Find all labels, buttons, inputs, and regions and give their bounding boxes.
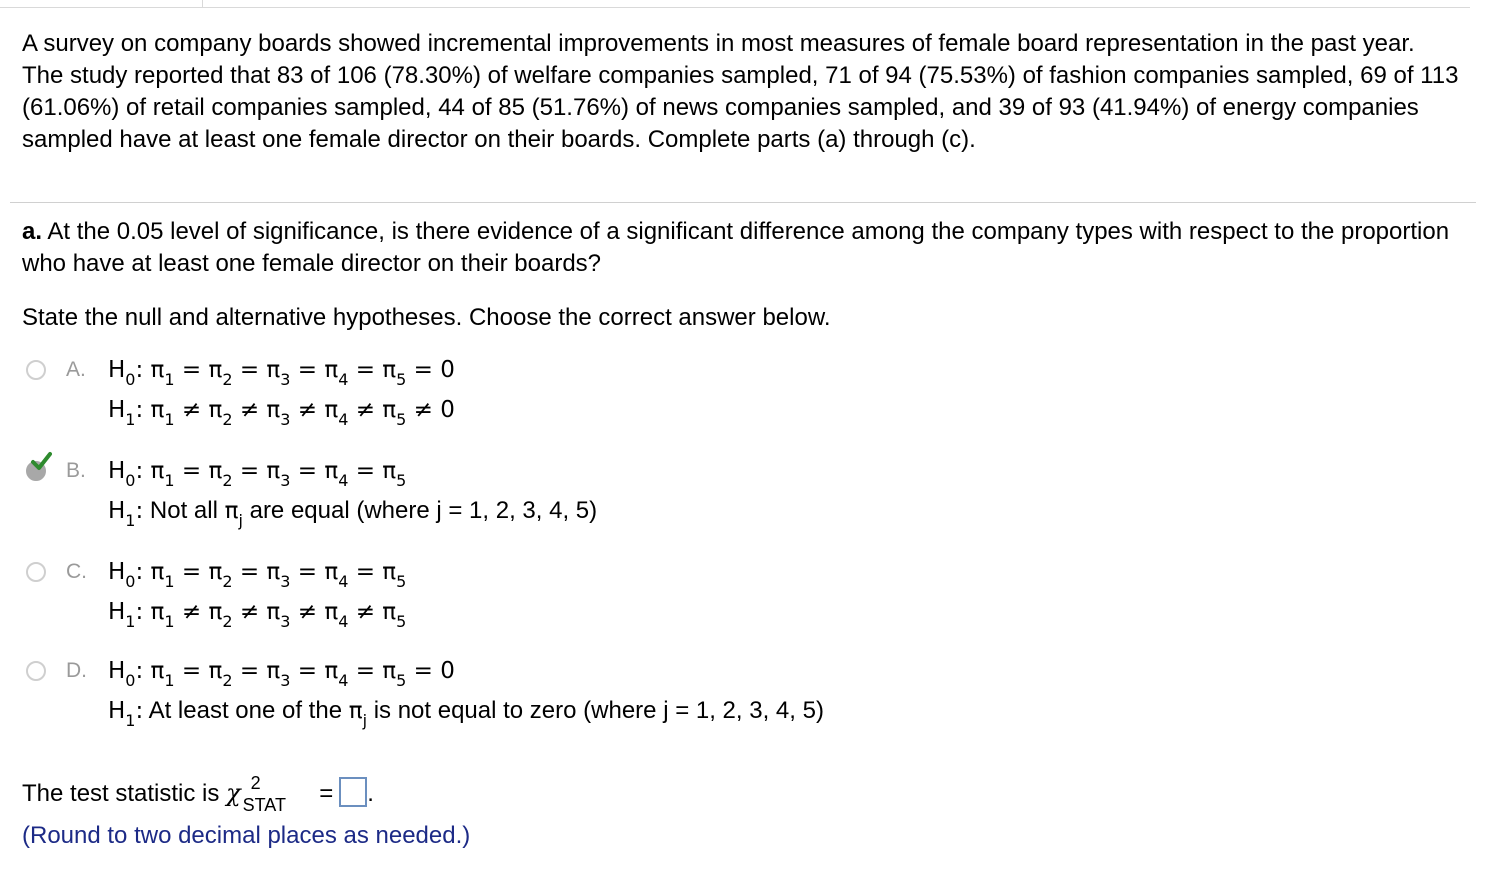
option-letter: C. (66, 560, 87, 583)
radio-button[interactable] (26, 360, 46, 380)
problem-statement: A survey on company boards showed incremental improvements in most measures of female board representation in the past year. The study reported that 83 of 106 (78.30%) of welfare companies sampled, 71 of 94 (75.53%) of fashion companies sampled, 69 of 113 (61.06%) of retail companies sampled, 44 of 85 (51.76%) of news companies sampled, and 39 of 93 (41.94%) of energy companies sampled have at least one female director on their boards. Complete parts (a) through (c). (22, 30, 1459, 153)
checkmark-icon (30, 451, 52, 473)
test-statistic-line (22, 773, 374, 815)
section-divider (10, 202, 1476, 203)
test-statistic-label: The test statistic is (22, 780, 220, 807)
alternative-hypothesis: $H_1$: At least one of the $\pi_j$ is not equal to zero (where j = 1, 2, 3, 4, 5) (108, 697, 824, 730)
alternative-hypothesis: $H_1$: $\pi_1 \ne \pi_2 \ne \pi_3 \ne \pi_4 \ne \pi_5$ (108, 599, 407, 631)
option-d[interactable] (24, 655, 1024, 735)
h1-text-post: are equal (where j = 1, 2, 3, 4, 5) (249, 497, 598, 524)
answer-input[interactable] (339, 777, 367, 807)
h1-text-pre: Not all (149, 497, 218, 524)
question-label: a. (22, 218, 43, 245)
period: . (367, 780, 374, 807)
equals-sign: = (319, 780, 334, 807)
h1-text-pre: At least one of the (148, 697, 343, 724)
h1-text-post: is not equal to zero (where j = 1, 2, 3, 4, 5) (373, 697, 824, 724)
option-c[interactable] (24, 556, 1024, 636)
rounding-instruction: (Round to two decimal places as needed.) (22, 822, 471, 849)
null-hypothesis: $H_0$: $\pi_1 = \pi_2 = \pi_3 = \pi_4 = \pi_5 = 0$ (108, 357, 455, 389)
alternative-hypothesis: $H_1$: Not all $\pi_j$ are equal (where j = 1, 2, 3, 4, 5) (108, 497, 598, 530)
chi-superscript: 2 (250, 773, 261, 793)
option-b[interactable] (24, 455, 1024, 535)
question-a (22, 216, 1462, 280)
instruction-text: State the null and alternative hypotheses. Choose the correct answer below. (22, 304, 831, 331)
question-text: At the 0.05 level of significance, is there evidence of a significant difference among the company types with respect to the proportion who have at least one female director on their boards? (22, 218, 1450, 277)
option-letter: A. (66, 358, 86, 381)
radio-button[interactable] (26, 562, 46, 582)
chi-symbol: χ (226, 779, 241, 807)
chi-subscript: STAT (242, 795, 286, 815)
option-a[interactable] (24, 354, 1024, 434)
alternative-hypothesis: $H_1$: $\pi_1 \ne \pi_2 \ne \pi_3 \ne \pi_4 \ne \pi_5 \ne 0$ (108, 397, 455, 429)
top-border (0, 7, 1470, 8)
null-hypothesis: $H_0$: $\pi_1 = \pi_2 = \pi_3 = \pi_4 = \pi_5$ (108, 458, 407, 490)
null-hypothesis: $H_0$: $\pi_1 = \pi_2 = \pi_3 = \pi_4 = \pi_5$ (108, 559, 407, 591)
radio-button[interactable] (26, 661, 46, 681)
null-hypothesis: $H_0$: $\pi_1 = \pi_2 = \pi_3 = \pi_4 = \pi_5 = 0$ (108, 658, 455, 690)
option-letter: B. (66, 459, 86, 482)
option-letter: D. (66, 659, 87, 682)
